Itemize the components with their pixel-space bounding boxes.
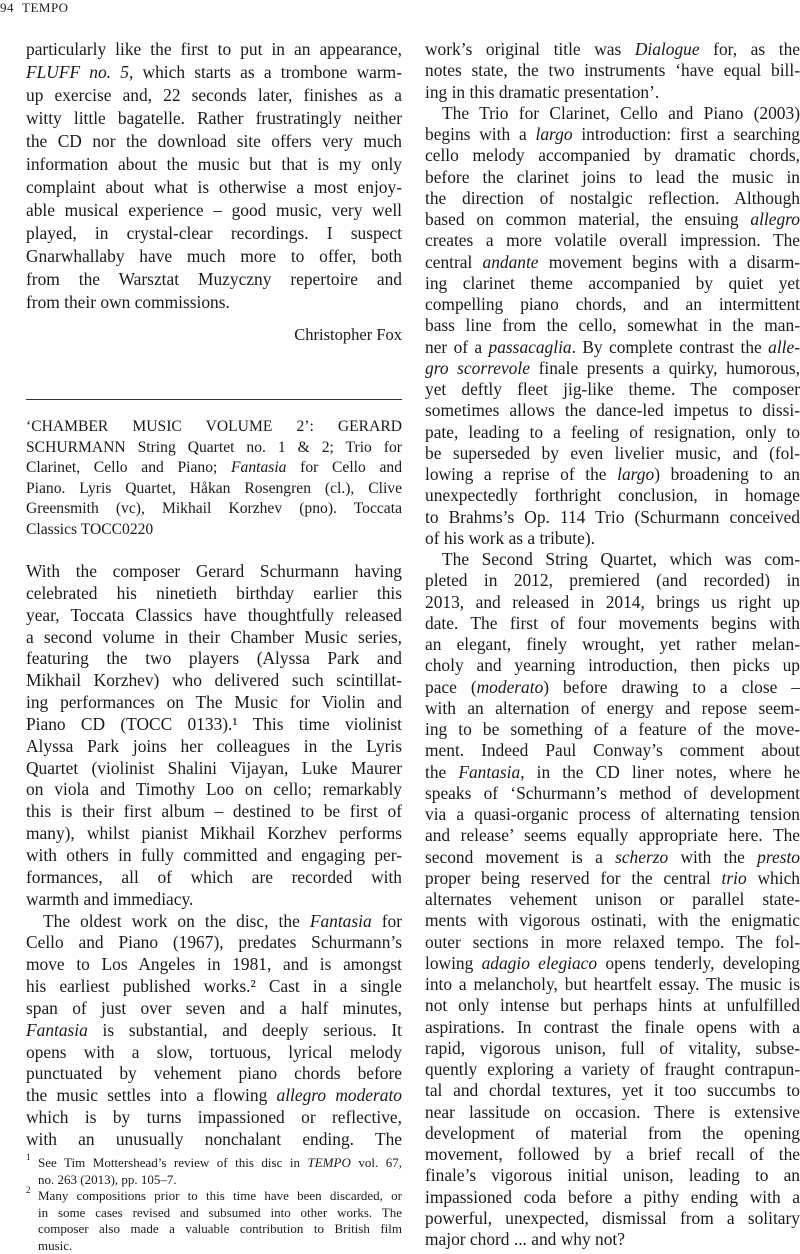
text: to Brahms’s Op. 114 Trio (Schurmann conceived [425,507,800,527]
text-line [26,1020,402,1042]
text-line [425,294,800,315]
text-line [38,1238,402,1254]
text-line [425,1059,800,1080]
text-line [38,1205,402,1222]
text: for [372,911,402,931]
text: ner of a [425,337,489,357]
italic-text: Dialogue [635,39,700,59]
text-line [26,1042,402,1064]
text-line [26,867,402,889]
text: composer also made a valuable contribution to British film [38,1221,402,1236]
text: Cello and Piano (1967), predates Schurmann’s [26,932,402,952]
text-line [26,583,402,605]
text-line [26,932,402,954]
footnote-number: 1 [26,1152,31,1162]
italic-text: scherzo [615,847,668,867]
text-line [26,438,402,459]
text-line [425,1229,800,1250]
text: powerful, unexpected, dismissal from a solitary [425,1208,800,1228]
text: the direction of nostalgic reflection. Although [425,188,800,208]
text-line [425,889,800,910]
previous-review-ending [26,38,402,314]
text-line [26,1107,402,1129]
text-line [26,176,402,199]
text: second movement is a [425,847,615,867]
italic-text: andante [483,252,539,272]
text-line [26,479,402,500]
text: . By complete contrast the [572,337,769,357]
text-line [26,245,402,268]
text: introduction: first a searching [573,124,800,144]
text-line [425,995,800,1016]
text: from their own commissions. [26,292,230,312]
text-line [425,528,800,549]
text-line [26,199,402,222]
review-heading [26,417,402,541]
text-line [425,39,800,60]
text-line [425,485,800,506]
text: formances, all of which are recorded with [26,867,402,887]
text-line [425,1208,800,1229]
text: major chord ... and why not? [425,1229,625,1249]
text-line [425,847,800,868]
text: Alyssa Park joins her colleagues in the Lyris [26,736,402,756]
text: Greensmith (vc), Mikhail Korzhev (pno). Toccata [26,500,402,517]
text-line [26,845,402,867]
footnotes [26,1155,402,1254]
text: The Second String Quartet, which was com- [442,549,800,569]
text-line [425,273,800,294]
text: opens with a slow, tortuous, lyrical melody [26,1042,402,1062]
text: for Cello and [286,459,402,476]
text: bass line from the cello, somewhat in the man- [425,315,800,335]
text: many), whilst pianist Mikhail Korzhev performs [26,823,402,843]
italic-text: adagio elegiaco [482,953,598,973]
text: pleted in 2012, premiered (and recorded) in [425,570,800,590]
text-line [425,1187,800,1208]
text: ing to be something of a feature of the move- [425,719,800,739]
review-body-right [425,39,800,1250]
text-line [38,1221,402,1238]
text-line [26,627,402,649]
text: information about the music but that is my only [26,154,402,174]
text: his earliest published works.² Cast in a single [26,976,402,996]
text-line [38,1188,402,1205]
text: development of material from the opening [425,1123,800,1143]
text-line [425,570,800,591]
text: ing in this dramatic presentation’. [425,82,659,102]
text: notes state, the two instruments ‘have equal bill- [425,60,800,80]
text-line [26,520,402,541]
text: movement begins with a disarm- [539,252,800,272]
italic-text: presto [757,847,800,867]
italic-text: alle- [768,337,800,357]
text: celebrated his ninetieth birthday earlier this [26,583,402,603]
text: The oldest work on the disc, the [43,911,310,931]
text: from the Warsztat Muzyczny repertoire and [26,269,402,289]
text: Piano. Lyris Quartet, Håkan Rosengren (cl.), Clive [26,480,402,497]
text: year, Toccata Classics have thoughtfully released [26,605,402,625]
text: Piano CD (TOCC 0133).¹ This time violinist [26,714,402,734]
text-line [26,889,402,911]
text: impassioned coda before a pithy ending with a [425,1187,800,1207]
text: which [747,868,800,888]
text: be superseded by even livelier music, and (fol- [425,443,800,463]
text: sometimes allows the dance-led impetus to dissi- [425,400,800,420]
text: tal and chordal textures, yet it too succumbs to [425,1080,800,1100]
text: based on common material, the ensuing [425,209,750,229]
footnote [26,1155,402,1188]
text: ‘CHAMBER MUSIC VOLUME 2’: GERARD [26,418,402,435]
italic-text: Fantasia [231,459,286,476]
text: ments with vigorous ostinati, with the enigmatic [425,910,800,930]
footnote [26,1188,402,1254]
text: punctuated by vehement piano chords before [26,1063,402,1083]
text: speaks of ‘Schurmann’s method of development [425,783,800,803]
text: work’s original title was [425,39,635,59]
italic-text: Fantasia [458,762,520,782]
text-line [26,61,402,84]
text-line [425,1080,800,1101]
text: played, in crystal-clear recordings. I suspect [26,223,402,243]
text: ment. Indeed Paul Conway’s comment about [425,740,800,760]
text-line [26,605,402,627]
text: Classics TOCC0220 [26,521,153,538]
text: 2013, and released in 2014, brings us right up [425,592,800,612]
text-line [425,549,800,570]
journal-title: TEMPO [22,0,69,15]
text-line [425,974,800,995]
text: Mikhail Korzhev) who delivered such scintillat- [26,670,402,690]
text-line [26,1129,402,1151]
text-line [425,358,800,379]
text: featuring the two players (Alyssa Park and [26,648,402,668]
text: lowing [425,953,482,973]
text-line [425,953,800,974]
running-header [0,0,69,16]
page-number: 94 [0,0,14,15]
text: near lassitude on occasion. There is extensive [425,1102,800,1122]
text-line [425,443,800,464]
text: an elegant, finely wrought, yet rather melan- [425,634,800,654]
section-divider [26,399,402,400]
text: move to Los Angeles in 1981, and is amongst [26,954,402,974]
text: on viola and Timothy Loo on cello; remarkably [26,779,402,799]
text-line [26,648,402,670]
text: no. 263 (2013), pp. 105–7. [38,1172,177,1187]
text-line [425,1038,800,1059]
italic-text: moderato [477,677,544,697]
text-line [26,38,402,61]
review-body-left [26,561,402,1151]
text: See Tim Mottershead’s review of this disc in [38,1155,308,1170]
text-line [425,60,800,81]
text: proper being reserved for the central [425,868,722,888]
text: with the [668,847,757,867]
text: warmth and immediacy. [26,889,193,909]
text: music. [38,1238,72,1253]
text-line [26,107,402,130]
text-line [26,153,402,176]
text-line [425,762,800,783]
text-line [425,82,800,103]
text: ) before drawing to a close – [543,677,800,697]
text: Many compositions prior to this time have been discarded, or [38,1188,402,1203]
text-line [425,422,800,443]
text-line [425,145,800,166]
text-line [425,868,800,889]
text: ing performances on The Music for Violin and [26,692,402,712]
text-line [26,670,402,692]
text-line [38,1155,402,1172]
text: cello melody accompanied by dramatic chords, [425,145,800,165]
italic-text: largo [535,124,572,144]
text: alternates vehement unison or parallel state- [425,889,800,909]
text-line [425,1144,800,1165]
text-line [425,719,800,740]
text-line [26,823,402,845]
text-line [425,1123,800,1144]
footnote-number: 2 [26,1185,31,1195]
italic-text: Fantasia [26,1020,88,1040]
text-line [425,103,800,124]
text-line [26,417,402,438]
text-line [26,84,402,107]
text: via a quasi-organic process of alternating tension [425,804,800,824]
text: yet deftly fleet jig-like theme. The composer [425,379,800,399]
text-line [425,188,800,209]
text: is substantial, and deeply serious. It [88,1020,402,1040]
text-line [26,758,402,780]
italic-text: passacaglia [489,337,572,357]
text: SCHURMANN String Quartet no. 1 & 2; Trio for [26,439,402,456]
text: lowing a reprise of the [425,464,617,484]
text: The Trio for Clarinet, Cello and Piano (2003) [442,103,800,123]
italic-text: FLUFF no. 5 [26,62,129,82]
text: Clarinet, Cello and Piano; [26,459,231,476]
text-line [425,677,800,698]
text: , in the CD liner notes, where he [520,762,800,782]
text-line [26,130,402,153]
text: compelling piano chords, and an intermittent [425,294,800,314]
text: particularly like the first to put in an appearance, [26,39,402,59]
text: ) broadening to an [654,464,800,484]
text: into a melancholy, but heartfelt essay. The music is [425,974,800,994]
text-line [26,1063,402,1085]
text-line [26,1085,402,1107]
text-line [425,634,800,655]
text: the CD nor the download site offers very much [26,131,402,151]
text-line [26,458,402,479]
text: , which starts as a trombone warm- [129,62,402,82]
text-line [425,337,800,358]
text: with an alternation of energy and repose seem- [425,698,800,718]
text-line [425,315,800,336]
text-line [26,779,402,801]
text-line [38,1172,402,1189]
text-line [26,911,402,933]
text-line [425,655,800,676]
text-line [425,910,800,931]
text-line [425,1017,800,1038]
text-line [425,1102,800,1123]
text: creates a more volatile overall impression. The [425,230,800,250]
text: choly and yearning introduction, then picks up [425,655,800,675]
text: span of just over seven and a half minutes, [26,998,402,1018]
text: vol. 67, [351,1155,402,1170]
text-line [26,222,402,245]
text: aspirations. In contrast the finale opens with a [425,1017,800,1037]
text: central [425,252,483,272]
text: pace ( [425,677,477,697]
italic-text: TEMPO [308,1155,351,1170]
text: outer sections in more relaxed tempo. The fol- [425,932,800,952]
text-line [26,714,402,736]
text: and release’ seems equally appropriate here. The [425,825,800,845]
text: opens tenderly, developing [597,953,800,973]
text: not only intense but perhaps hints at unfulfilled [425,995,800,1015]
text-line [26,801,402,823]
text: date. The first of four movements begins with [425,613,800,633]
text-line [425,230,800,251]
text-line [26,736,402,758]
text-line [26,268,402,291]
text: finale’s vigorous initial unison, leading to an [425,1165,800,1185]
text: unexpectedly forthright conclusion, in homage [425,485,800,505]
reviewer-signature: Christopher Fox [26,325,402,345]
text: with an unusually nonchalant ending. The [26,1129,402,1149]
italic-text: gro scorrevole [425,358,530,378]
text-line [425,932,800,953]
text: a second volume in their Chamber Music series, [26,627,402,647]
text-line [425,124,800,145]
text-line [26,954,402,976]
text-line [26,998,402,1020]
text-line [425,507,800,528]
text: With the composer Gerard Schurmann having [26,561,402,581]
text: witty little bagatelle. Rather frustratingly neither [26,108,402,128]
text-line [425,613,800,634]
text: of his work as a tribute). [425,528,595,548]
text: finale presents a quirky, humorous, [530,358,800,378]
text-line [26,291,402,314]
text-line [425,209,800,230]
text: the [425,762,458,782]
text: for, as the [700,39,800,59]
text-line [425,698,800,719]
italic-text: largo [617,464,654,484]
text-line [425,804,800,825]
text-line [425,167,800,188]
text-line [26,692,402,714]
text-line [425,379,800,400]
text: quently exploring a variety of fraught contrapun- [425,1059,800,1079]
text: up exercise and, 22 seconds later, finishes as a [26,85,402,105]
text: the music settles into a flowing [26,1085,277,1105]
text-line [425,740,800,761]
text-line [425,400,800,421]
text: Gnarwhallaby have much more to offer, both [26,246,402,266]
italic-text: allegro moderato [277,1085,402,1105]
text: able musical experience – good music, very well [26,200,402,220]
text: begins with a [425,124,535,144]
text: with others in fully committed and engaging per- [26,845,402,865]
text-line [425,783,800,804]
text: pate, leading to a feeling of resignation, only to [425,422,800,442]
italic-text: Fantasia [310,911,372,931]
text-line [425,825,800,846]
text: movement, followed by a brief recall of the [425,1144,800,1164]
text: in some cases revised and subsumed into other works. The [38,1205,402,1220]
text: which is by turns impassioned or reflective, [26,1107,402,1127]
text-line [26,499,402,520]
text: ing clarinet theme accompanied by quiet yet [425,273,800,293]
text: this is their first album – destined to be first of [26,801,402,821]
italic-text: allegro [750,209,800,229]
italic-text: trio [722,868,747,888]
text: before the clarinet joins to lead the music in [425,167,800,187]
text: rapid, vigorous unison, full of vitality, subse- [425,1038,800,1058]
text-line [425,252,800,273]
text-line [26,976,402,998]
text-line [425,592,800,613]
text-line [425,464,800,485]
text: Quartet (violinist Shalini Vijayan, Luke Maurer [26,758,402,778]
text: complaint about what is otherwise a most enjoy- [26,177,402,197]
text-line [425,1165,800,1186]
text-line [26,561,402,583]
